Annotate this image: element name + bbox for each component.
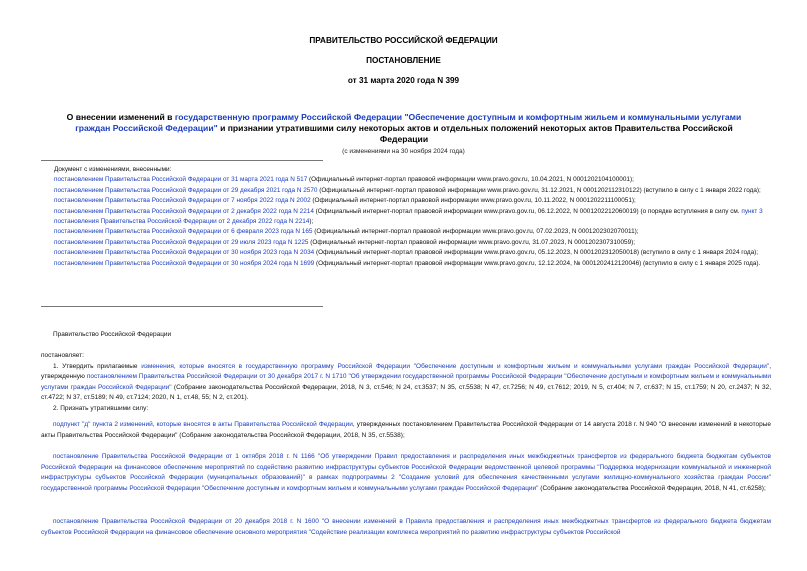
resolution-1166-link[interactable]: постановление Правительства Российской Федерации от 1 октября 2018 г. N 1166 "Об утверждении Правил предоставления и распределения иных межбюджетных трансфертов из федерального бюджета бюджетам субъектов Российской Федерации на финансовое обеспечение мероприятий по содействию развитию инфраструктуры субъектов Российской Федерации ведомственной целевой программы "Поддержка модернизации коммунальной и инженерной инфраструктуры субъектов Российской Федерации (муниципальных образований)" в рамках подпрограммы 2 "Создание условий для обеспечения качественными услугами жилищно-коммунального хозяйства граждан России" государственной программы Российской Федерации "Обеспечение доступным и комфортным жильем и коммунальными услугами граждан Российской Федерации" (41, 453, 771, 492)
paragraph-2: 2. Признать утратившими силу: (53, 404, 149, 412)
change-details: (Официальный интернет-портал правовой информации www.pravo.gov.ru, 10.04.2021, N 0001202104100001); (307, 176, 634, 184)
decides-text: постановляет: (41, 352, 84, 359)
repealed-item-1 (41, 420, 771, 441)
change-details: (Официальный интернет-портал правовой информации www.pravo.gov.ru, 31.12.2021, N 0001202112310122) (вступило в силу с 1 января 2022 года); (317, 186, 761, 194)
changes-intro: Документ с изменениями, внесенными: (54, 166, 172, 173)
change-link[interactable]: постановлением Правительства Российской Федерации от 6 февраля 2023 года N 165 (54, 228, 313, 236)
change-link[interactable]: постановлением Правительства Российской Федерации от 29 декабря 2021 года N 2570 (54, 186, 318, 194)
change-effective-link[interactable]: пункт 3 постановления Правительства Российской Федерации от 2 декабря 2022 года N 2214 (54, 207, 763, 226)
government-header: ПРАВИТЕЛЬСТВО РОССИЙСКОЙ ФЕДЕРАЦИИ (309, 36, 498, 45)
change-details: (Официальный интернет-портал правовой информации www.pravo.gov.ru, 31.07.2023, N 0001202307310059); (308, 238, 636, 246)
change-details: (Официальный интернет-портал правовой информации www.pravo.gov.ru, 05.12.2023, N 0001202312050018) (вступило в силу с 1 января 2024 года); (314, 249, 759, 257)
change-item (41, 238, 771, 248)
repealed-item-3 (41, 517, 771, 538)
title-text-end: и признании утратившими силу некоторых актов и отдельных положений некоторых актов Правительства Российской Федерации (217, 123, 733, 144)
paragraph-5 (41, 517, 771, 538)
title-text-start: О внесении изменений в (66, 112, 175, 122)
changes-top-rule (41, 160, 323, 161)
change-item (41, 259, 771, 269)
change-item (41, 227, 771, 237)
amendments-link[interactable]: изменения, которые вносятся в государственную программу Российской Федерации "Обеспечение доступным и комфортным жильем и коммунальными услугами граждан Российской Федерации" (141, 362, 770, 370)
change-details: (Официальный интернет-портал правовой информации www.pravo.gov.ru, 10.11.2022, N 0001202211100051); (310, 197, 636, 205)
change-item (41, 196, 771, 206)
document-type: ПОСТАНОВЛЕНИЕ (366, 56, 441, 65)
paragraph-1 (41, 362, 771, 404)
change-link[interactable]: постановлением Правительства Российской Федерации от 30 ноября 2024 года N 1699 (54, 259, 315, 267)
change-item (41, 175, 771, 185)
change-details: (Официальный интернет-портал правовой информации www.pravo.gov.ru, 12.12.2024, № 0001202412120046) (вступило в силу с 1 января 2025 года). (314, 259, 761, 267)
paragraph-1-text: , утвержденную (41, 362, 771, 380)
body-government-text: Правительство Российской Федерации (53, 331, 172, 338)
paragraph-4-text: (Собрание законодательства Российской Федерации, 2018, N 41, ст.6258); (538, 484, 766, 492)
resolution-body (41, 351, 771, 414)
edition-note: (с изменениями на 30 ноября 2024 года) (342, 148, 465, 155)
change-item (41, 248, 771, 258)
changes-list (41, 165, 771, 269)
subparagraph-d-link[interactable]: подпункт "д" пункта 2 изменений, которые вносятся в акты Правительства Российской Федерации (53, 421, 353, 428)
paragraph-1-text: 1. Утвердить прилагаемые (53, 362, 142, 370)
document-date-number: от 31 марта 2020 года N 399 (347, 76, 460, 85)
change-link[interactable]: постановлением Правительства Российской Федерации от 31 марта 2021 года N 517 (54, 176, 308, 184)
change-link[interactable]: постановлением Правительства Российской Федерации от 2 декабря 2022 года N 2214 (54, 207, 314, 215)
repealed-item-2 (41, 452, 771, 494)
change-details: (Официальный интернет-портал правовой информации www.pravo.gov.ru, 07.02.2023, N 0001202302070011); (312, 228, 639, 236)
document-title (60, 112, 748, 145)
changes-bottom-rule (41, 306, 323, 307)
resolution-1600-link[interactable]: постановление Правительства Российской Федерации от 20 декабря 2018 г. N 1600 "О внесении изменений в Правила предоставления и распределения иных межбюджетных трансфертов из федерального бюджета бюджетам субъектов Российской Федерации на финансовое обеспечение основного мероприятия "Содействие реализации комплекса мероприятий по развитию инфраструктуры субъектов Российской (41, 518, 771, 536)
title-program-link[interactable]: государственную программу Российской Федерации "Обеспечение доступным и комфортным жильем и коммунальными услугами граждан Российской Федерации" (75, 112, 742, 133)
change-link[interactable]: постановлением Правительства Российской Федерации от 29 июля 2023 года N 1225 (54, 238, 309, 246)
body-government (41, 330, 771, 341)
paragraph-4 (41, 452, 771, 494)
change-link[interactable]: постановлением Правительства Российской Федерации от 7 ноября 2022 года N 2002 (54, 197, 311, 205)
change-details: ); (309, 218, 314, 226)
change-item (41, 207, 771, 228)
change-details: (Официальный интернет-портал правовой информации www.pravo.gov.ru, 06.12.2022, N 0001202212060019) (о порядке вступления в силу см. (313, 207, 742, 215)
paragraph-3 (41, 420, 771, 441)
resolution-1710-link[interactable]: постановлением Правительства Российской Федерации от 30 декабря 2017 г. N 1710 "Об утверждении государственной программы Российской Федерации "Обеспечение доступным и комфортным жильем и коммунальными услугами граждан Российской Федерации" (41, 373, 772, 391)
paragraph-1-text: (Собрание законодательства Российской Федерации, 2018, N 3, ст.546; N 24, ст.3537; N 35, ст.5538; N 47, ст.7256; N 49, ст.7612; 2019, N 5, ст.404; N 7, ст.637; N 15, ст.1759; N 20, ст.2437; N 32, ст.4722; N 37, ст.5189; N 49, ст.7124; 2020, N 1, ст.48, 55; N 2, ст.201). (41, 383, 771, 401)
paragraph-3-text: , утвержденных постановлением Правительства Российской Федерации от 14 августа 2018 г. N 940 "О внесении изменений в некоторые акты Правительства Российской Федерации" (Собрание законодательства Российской Федерации, 2018, N 35, ст.5538); (41, 421, 772, 439)
change-link[interactable]: постановлением Правительства Российской Федерации от 30 ноября 2023 года N 2034 (54, 249, 315, 257)
change-item (41, 186, 771, 196)
